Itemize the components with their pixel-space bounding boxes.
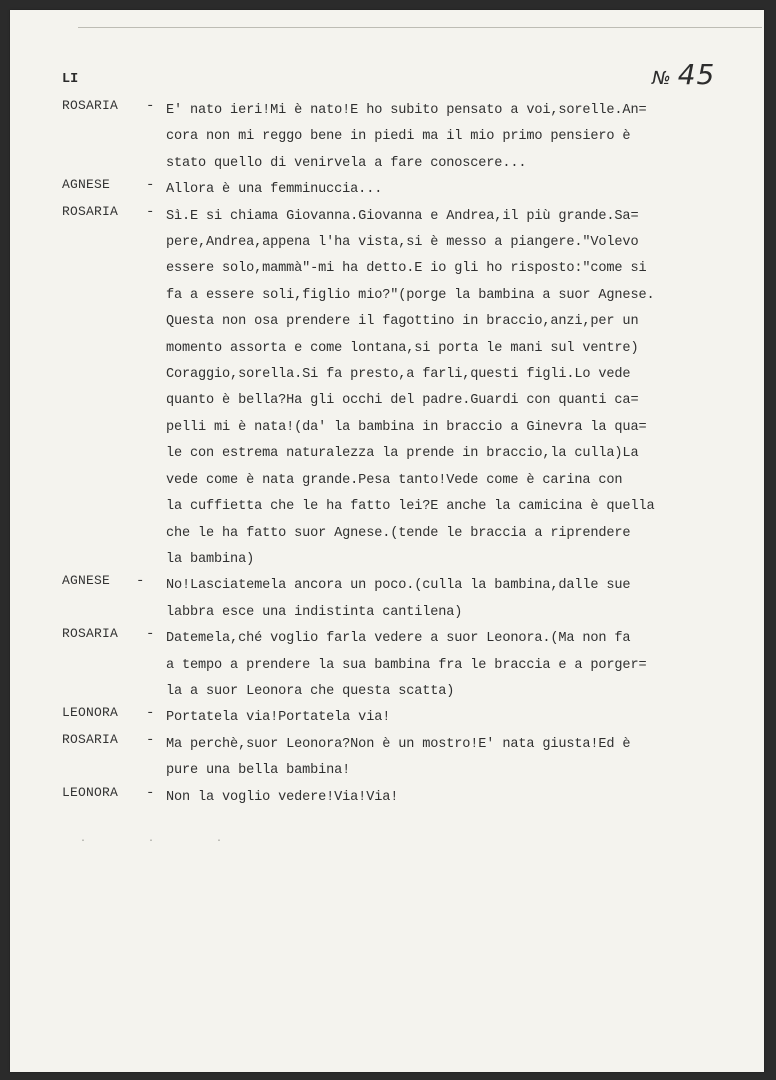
dialogue-line: pure una bella bambina! — [166, 763, 351, 779]
dialogue-line: che le ha fatto suor Agnese.(tende le braccia a riprendere — [166, 525, 631, 541]
dialogue-line: la cuffietta che le ha fatto lei?E anche la camicina è quella — [166, 499, 655, 515]
dialogue-line: Datemela,ché voglio farla vedere a suor Leonora.(Ma non fa — [166, 631, 631, 647]
dialogue — [10, 98, 764, 811]
dialogue-line: Allora è una femminuccia... — [166, 182, 383, 198]
speaker-name: LEONORA — [62, 784, 119, 800]
dialogue-line: quanto è bella?Ha gli occhi del padre.Guardi con quanti ca= — [166, 393, 639, 409]
speaker-dash: - — [136, 573, 145, 590]
dialogue-line: Portatela via!Portatela via! — [166, 710, 391, 726]
dialogue-line: stato quello di venirvela a fare conoscere... — [166, 155, 527, 171]
dialogue-line: Sì.E si chiama Giovanna.Giovanna e Andrea,il più grande.Sa= — [166, 208, 639, 224]
page-number: 45 — [677, 58, 716, 91]
dialogue-line: Questa non osa prendere il fagottino in braccio,anzi,per un — [166, 314, 639, 330]
dialogue-line: a tempo a prendere la sua bambina fra le braccia e a porger= — [166, 657, 647, 673]
speaker-name: ROSARIA — [62, 98, 119, 113]
dialogue-line: Non la voglio vedere!Via!Via! — [166, 789, 399, 805]
dialogue-line: cora non mi reggo bene in piedi ma il mio primo pensiero è — [166, 129, 631, 145]
speaker-name: ROSARIA — [62, 731, 119, 747]
speaker-dash: - — [146, 784, 155, 801]
scene-number: LI — [62, 72, 79, 87]
speaker-dash: - — [146, 203, 155, 220]
speaker-name: LEONORA — [62, 705, 119, 721]
dialogue-line: le con estrema naturalezza la prende in braccio,la culla)La — [166, 446, 639, 462]
dialogue-block — [10, 177, 764, 203]
speaker-dash: - — [146, 705, 155, 722]
typescript-page — [10, 10, 764, 1072]
dialogue-block — [10, 626, 764, 705]
dialogue-block — [10, 98, 764, 177]
stray-marks: · · · — [80, 836, 251, 847]
speaker-name: ROSARIA — [62, 626, 119, 642]
dialogue-block — [10, 785, 764, 811]
speaker-dash: - — [146, 98, 155, 114]
dialogue-block — [10, 204, 764, 574]
handwritten-page-number — [652, 58, 715, 91]
dialogue-line: essere solo,mammà"-mi ha detto.E io gli ho risposto:"come si — [166, 261, 647, 277]
dialogue-line: Coraggio,sorella.Si fa presto,a farli,questi figli.Lo vede — [166, 367, 631, 383]
top-rule — [78, 27, 762, 28]
dialogue-block — [10, 705, 764, 731]
dialogue-block — [10, 573, 764, 626]
dialogue-line: Ma perchè,suor Leonora?Non è un mostro!E' nata giusta!Ed è — [166, 736, 631, 752]
dialogue-line: fa a essere soli,figlio mio?"(porge la bambina a suor Agnese. — [166, 287, 655, 303]
dialogue-line: momento assorta e come lontana,si porta le mani sul ventre) — [166, 340, 639, 356]
dialogue-line: No!Lasciatemela ancora un poco.(culla la bambina,dalle sue — [166, 578, 631, 594]
speaker-dash: - — [146, 626, 155, 643]
dialogue-line: labbra esce una indistinta cantilena) — [166, 604, 463, 620]
page-mark: № — [652, 68, 672, 89]
speaker-dash: - — [146, 731, 155, 748]
speaker-name: AGNESE — [62, 573, 111, 589]
dialogue-line: pere,Andrea,appena l'ha vista,si è messo a piangere."Volevo — [166, 235, 639, 251]
speaker-dash: - — [146, 177, 155, 194]
dialogue-line: pelli mi è nata!(da' la bambina in braccio a Ginevra la qua= — [166, 419, 647, 435]
dialogue-line: E' nato ieri!Mi è nato!E ho subito pensato a voi,sorelle.An= — [166, 103, 647, 118]
dialogue-line: la bambina) — [166, 551, 255, 567]
dialogue-line: vede come è nata grande.Pesa tanto!Vede come è carina con — [166, 472, 623, 488]
dialogue-block — [10, 732, 764, 785]
speaker-name: ROSARIA — [62, 203, 119, 219]
dialogue-line: la a suor Leonora che questa scatta) — [166, 683, 455, 699]
speaker-name: AGNESE — [62, 177, 111, 193]
